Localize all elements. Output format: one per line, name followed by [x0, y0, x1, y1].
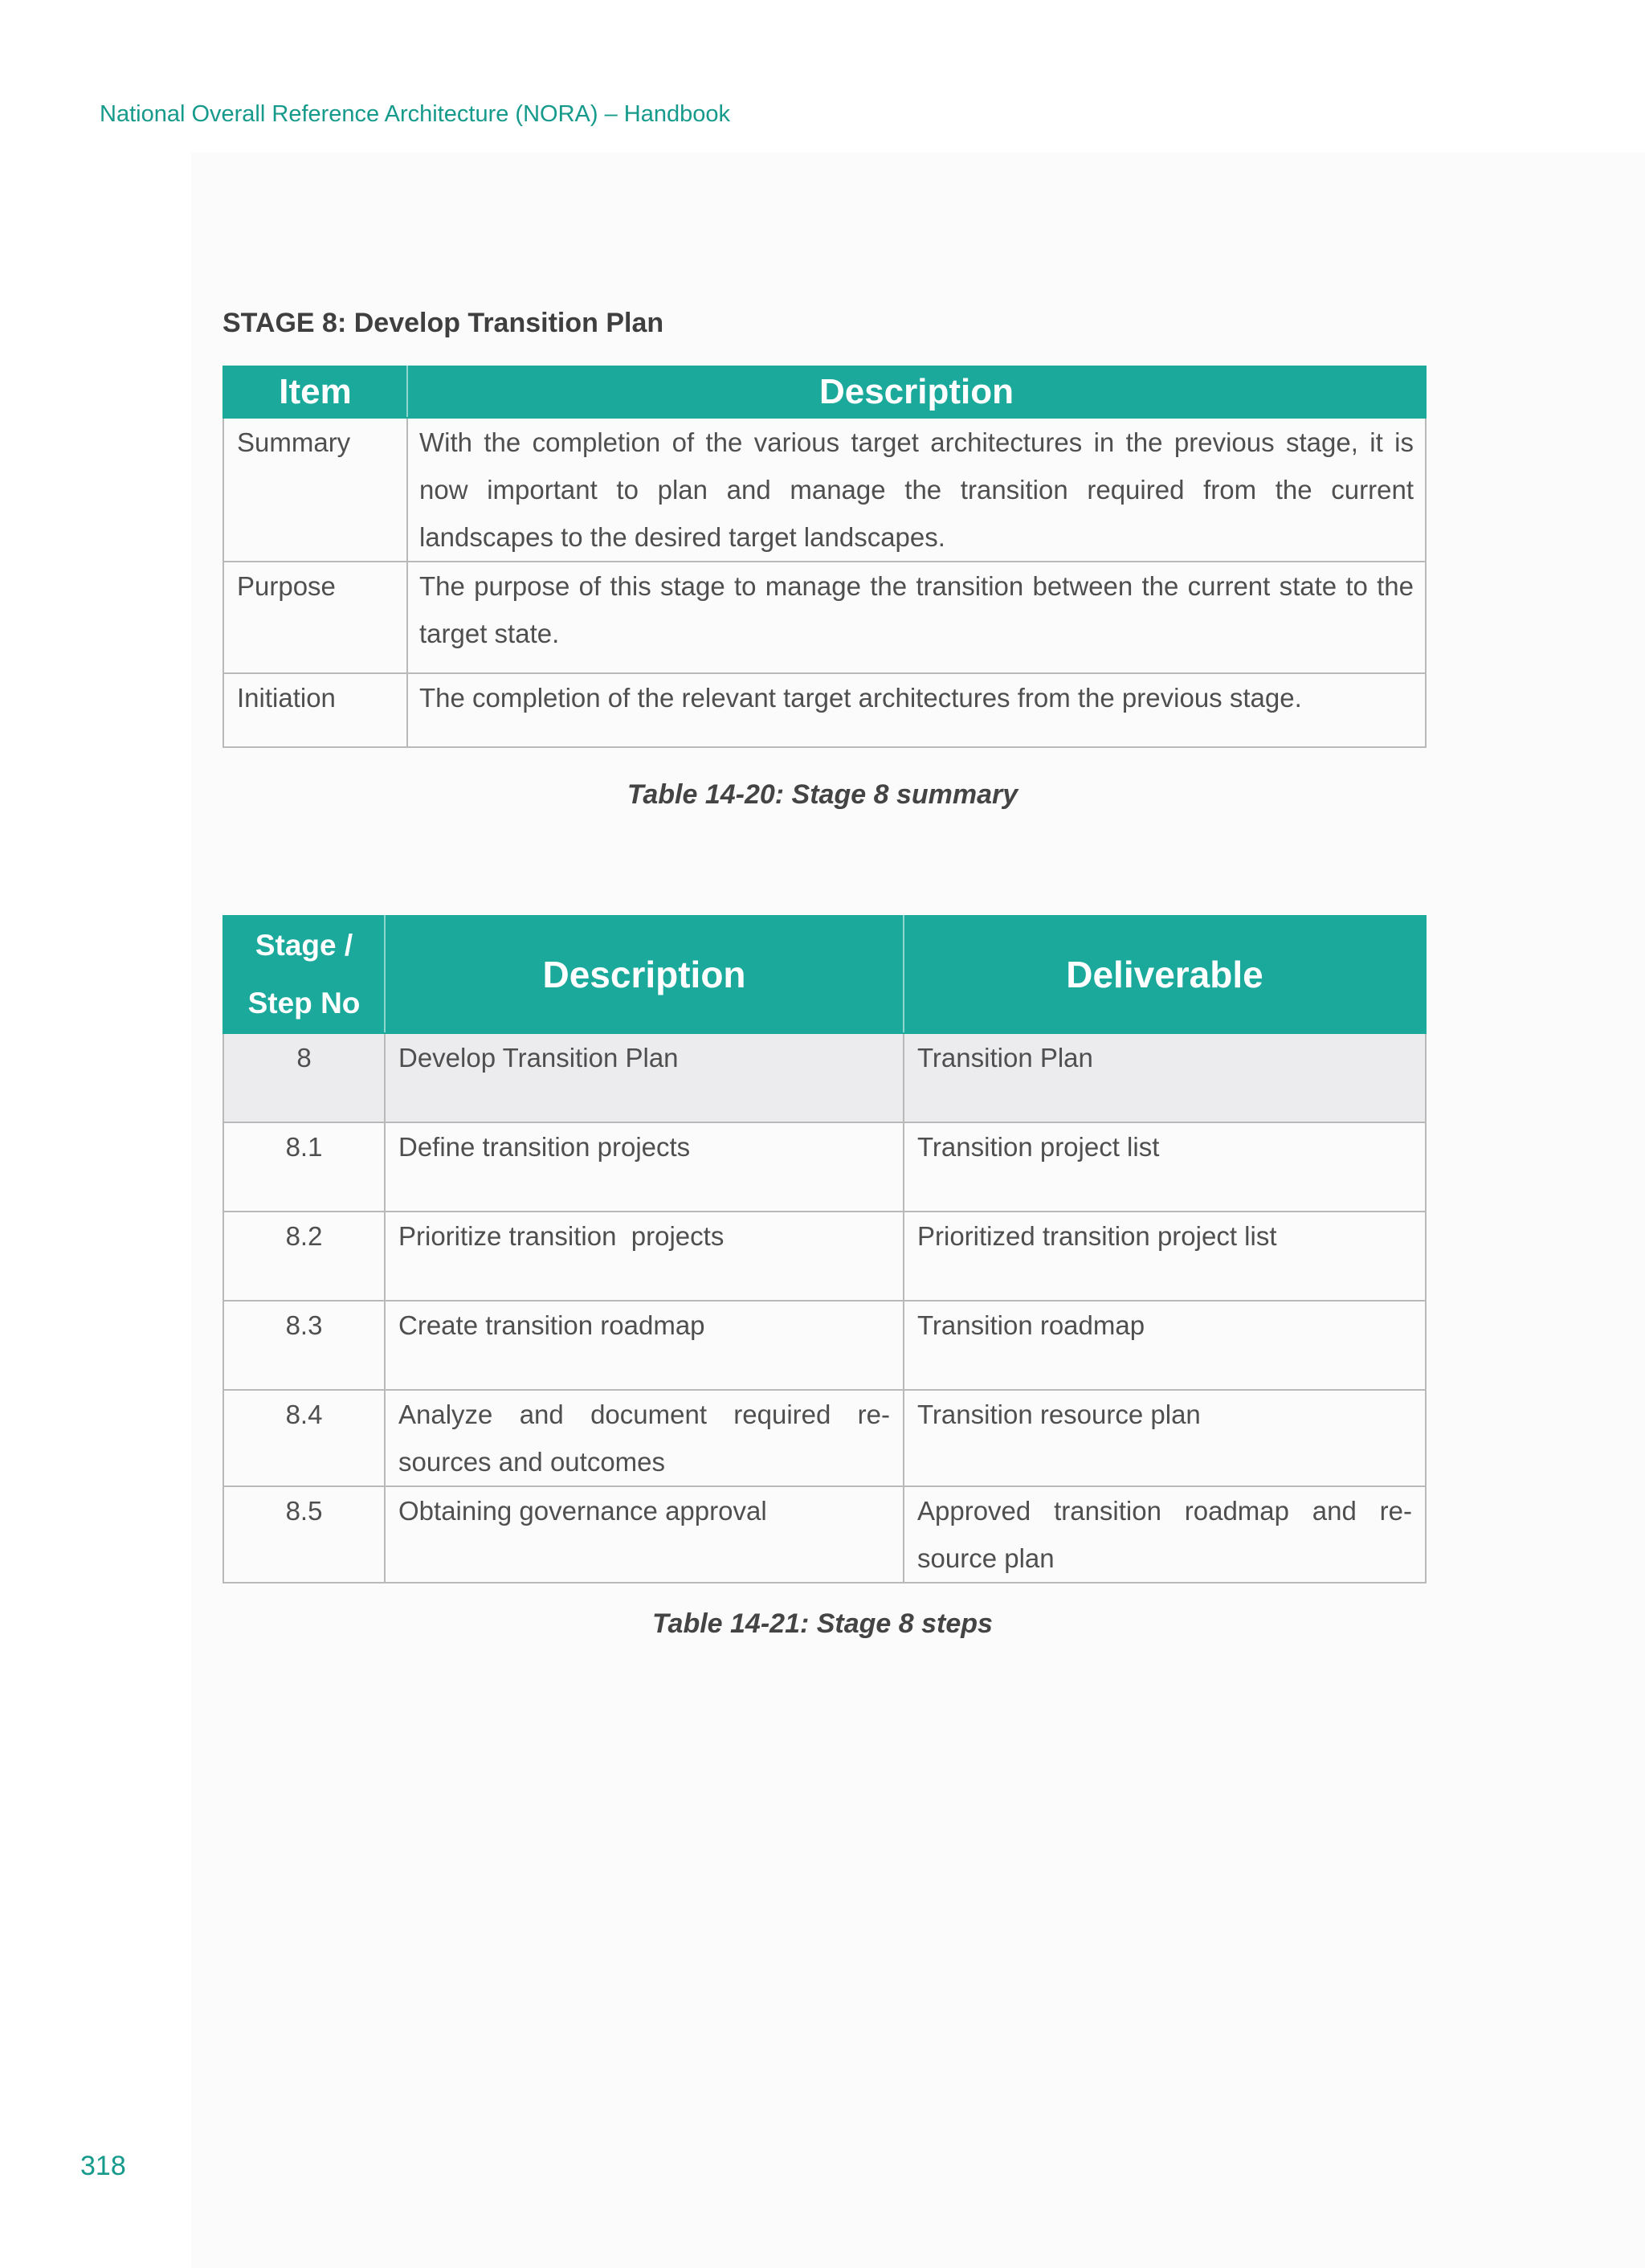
table-row [223, 418, 1426, 562]
row-item-label: Initiation [223, 673, 407, 747]
step-description: Analyze and document required re-sources and outcomes [385, 1390, 904, 1486]
table-header-row [223, 916, 1426, 1033]
step-description: Create transition roadmap [385, 1301, 904, 1390]
step-deliverable: Transition resource plan [904, 1390, 1426, 1486]
stage-steps-table [222, 915, 1427, 1584]
column-header-step-line1: Stage / [255, 929, 353, 962]
table-caption: Table 14-21: Stage 8 steps [652, 1608, 993, 1639]
column-header-step [223, 916, 385, 1033]
stage-summary-table [222, 366, 1427, 748]
step-deliverable: Prioritized transition project list [904, 1212, 1426, 1301]
step-number: 8.1 [223, 1122, 385, 1212]
step-number: 8 [223, 1033, 385, 1122]
step-description: Prioritize transition projects [385, 1212, 904, 1301]
step-deliverable: Transition Plan [904, 1033, 1426, 1122]
page-number: 318 [80, 2151, 126, 2181]
stage-heading: STAGE 8: Develop Transition Plan [222, 308, 664, 338]
step-number: 8.5 [223, 1486, 385, 1583]
row-item-label: Summary [223, 418, 407, 562]
running-header: National Overall Reference Architecture (NORA) – Handbook [100, 101, 730, 127]
step-deliverable: Approved transition roadmap and re-source plan [904, 1486, 1426, 1583]
table-row [223, 1033, 1426, 1122]
table-row [223, 1122, 1426, 1212]
table-row [223, 562, 1426, 673]
row-description: The completion of the relevant target architectures from the previous stage. [407, 673, 1426, 747]
table-row [223, 1301, 1426, 1390]
step-number: 8.3 [223, 1301, 385, 1390]
table-caption: Table 14-20: Stage 8 summary [627, 779, 1018, 810]
row-item-label: Purpose [223, 562, 407, 673]
step-deliverable: Transition roadmap [904, 1301, 1426, 1390]
step-description: Develop Transition Plan [385, 1033, 904, 1122]
table-row [223, 1212, 1426, 1301]
table-row [223, 673, 1426, 747]
table-header-row [223, 366, 1426, 418]
row-description: The purpose of this stage to manage the transition between the current state to the target state. [407, 562, 1426, 673]
column-header-step-line2: Step No [247, 987, 361, 1020]
step-number: 8.4 [223, 1390, 385, 1486]
table-row [223, 1486, 1426, 1583]
table-row [223, 1390, 1426, 1486]
step-number: 8.2 [223, 1212, 385, 1301]
column-header-item: Item [223, 366, 407, 418]
column-header-description: Description [407, 366, 1426, 418]
step-description: Define transition projects [385, 1122, 904, 1212]
column-header-deliverable: Deliverable [904, 916, 1426, 1033]
row-description: With the completion of the various target architectures in the previous stage, it is now important to plan and manage the transition required from the current landscapes to the desired target landscapes. [407, 418, 1426, 562]
step-deliverable: Transition project list [904, 1122, 1426, 1212]
step-description: Obtaining governance approval [385, 1486, 904, 1583]
column-header-description: Description [385, 916, 904, 1033]
